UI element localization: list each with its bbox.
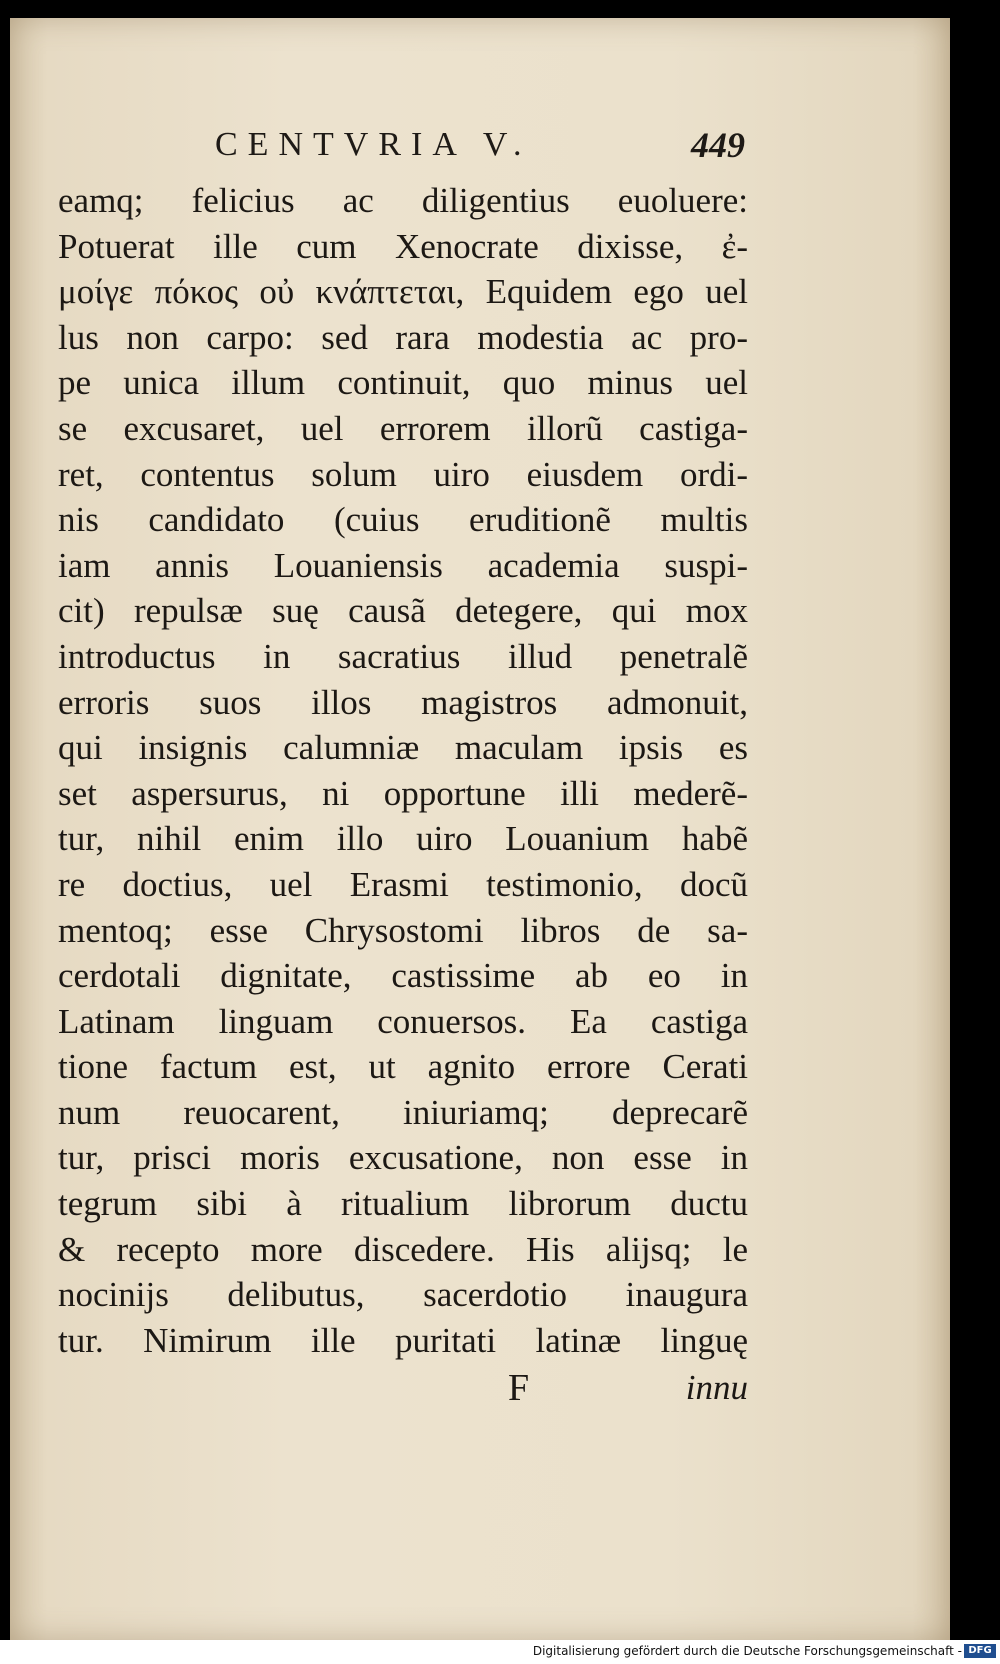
text-line: mentoq; esse Chrysostomi libros de sa- — [58, 910, 748, 950]
page-footer — [58, 1366, 748, 1416]
text-line: nis candidato (cuius eruditionẽ multis — [58, 500, 748, 540]
text-line: tur. Nimirum ille puritati latinæ linguę — [58, 1320, 748, 1360]
text-line: Potuerat ille cum Xenocrate dixisse, ἐ- — [58, 226, 748, 266]
dfg-logo-icon: DFG — [964, 1644, 996, 1658]
text-line: set aspersurus, ni opportune illi mederẽ- — [58, 773, 748, 813]
text-line: introductus in sacratius illud penetralẽ — [58, 636, 748, 676]
text-line: re doctius, uel Erasmi testimonio, docũ — [58, 864, 748, 904]
running-title: CENTVRIA V. — [215, 126, 532, 163]
text-line: erroris suos illos magistros admonuit, — [58, 682, 748, 722]
text-line: μοίγε πόκος οὐ κνάπτεται, Equidem ego uel — [58, 272, 748, 312]
catchword: innu — [685, 1368, 748, 1407]
book-page — [10, 18, 950, 1640]
text-line: tegrum sibi à ritualium librorum ductu — [58, 1184, 748, 1224]
text-line: tione factum est, ut agnito errore Cerati — [58, 1047, 748, 1087]
page-number: 449 — [691, 125, 745, 165]
text-line: ret, contentus solum uiro eiusdem ordi- — [58, 454, 748, 494]
credit-bar — [0, 1640, 1000, 1664]
text-line: & recepto more discedere. His alijsq; le — [58, 1229, 748, 1269]
text-line: pe unica illum continuit, quo minus uel — [58, 363, 748, 403]
text-line: tur, prisci moris excusatione, non esse in — [58, 1138, 748, 1178]
text-line: iam annis Louaniensis academia suspi- — [58, 545, 748, 585]
text-line: tur, nihil enim illo uiro Louanium habẽ — [58, 819, 748, 859]
text-line: Latinam linguam conuersos. Ea castiga — [58, 1001, 748, 1041]
text-line: eamq; felicius ac diligentius euoluere: — [58, 181, 748, 220]
signature-mark: F — [508, 1367, 530, 1409]
text-line: lus non carpo: sed rara modestia ac pro- — [58, 317, 748, 357]
funding-credit: Digitalisierung gefördert durch die Deutsche Forschungsgemeinschaft - — [532, 1644, 962, 1658]
text-line: cit) repulsæ suę causã detegere, qui mox — [58, 591, 748, 631]
text-line: num reuocarent, iniuriamq; deprecarẽ — [58, 1092, 748, 1132]
text-block — [58, 178, 748, 1363]
text-line: se excusaret, uel errorem illorũ castiga- — [58, 408, 748, 448]
text-line: qui insignis calumniæ maculam ipsis es — [58, 728, 748, 768]
text-line: cerdotali dignitate, castissime ab eo in — [58, 956, 748, 996]
text-line: nocinijs delibutus, sacerdotio inaugura — [58, 1275, 748, 1315]
running-head — [205, 118, 765, 178]
